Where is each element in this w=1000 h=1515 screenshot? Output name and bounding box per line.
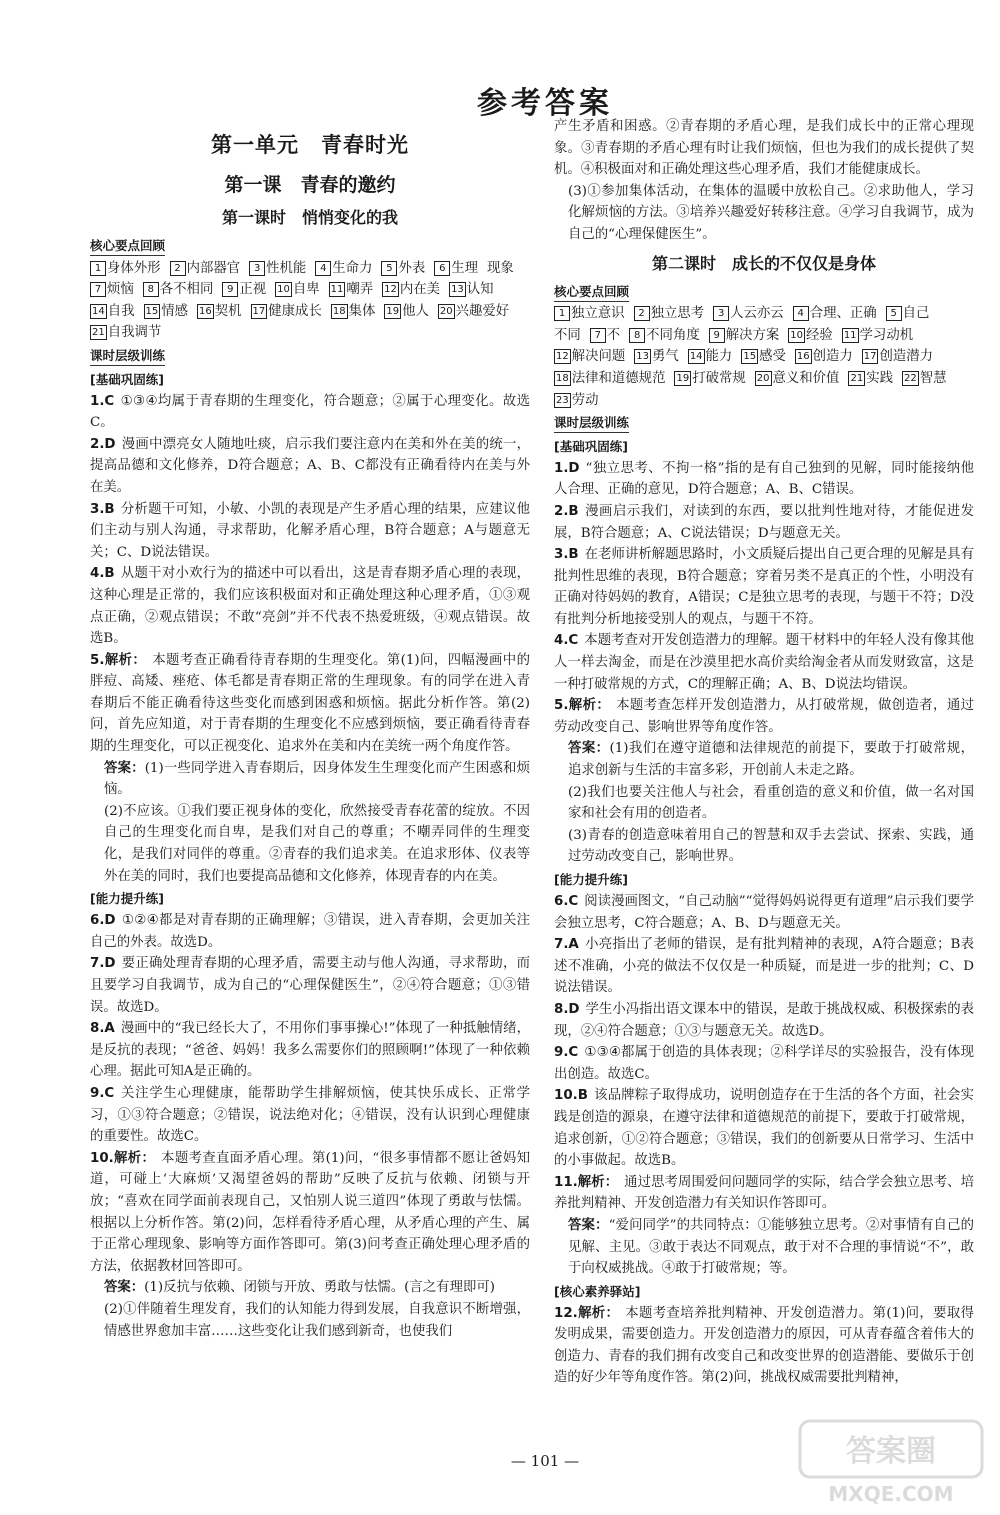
core-point-number: 2 [634,306,650,321]
core-point-number: 8 [629,328,645,343]
core-point-text: 外表 [398,260,426,276]
question-number: 4.B [90,566,115,582]
core-point-text: 契机 [214,303,242,319]
core-point-item [222,279,266,301]
ability-questions [90,910,530,1277]
core-point-number: 15 [743,351,757,363]
core-point-text: 独立意识 [571,306,625,322]
ability-label: [能力提升练] [554,872,628,887]
core-point-text: 法律和道德规范 [571,370,666,386]
literacy-label: [核心素养驿站] [554,1283,641,1299]
core-point-number: 17 [252,305,266,317]
core-point-number: 7 [590,328,606,343]
training-label: 课时层级训练 [554,413,629,433]
question-number: 6.D [90,913,116,929]
question-number: 9.C [554,1045,579,1061]
core-point-text: 劳动 [571,392,599,408]
core-point-item [249,258,306,280]
core-point-text: 学习动机 [859,327,914,343]
core-point-text: 健康成长 [268,303,322,319]
core-point-text: 合理、正确 [809,306,877,322]
question-explanation: 在老师讲析解题思路时，小文质疑后提出自己更合理的见解是具有批判性思维的表现，B符合题意；穿着另类不是真正的个性，小明没有正确对待妈妈的教育，A错误；C是独立思考的表现，与题干不符；D没有批判分析地接受别人的观点，与题干不符。 [554,547,974,627]
core-point-number: 18 [332,305,346,317]
question-explanation: 本题考查对开发创造潜力的理解。题干材料中的年轻人没有像其他人一样去淘金，而是在沙漠里把水高价卖给淘金者从而发财致富，这是一种打破常规的方式，C的理解正确；A、B、D说法均错误。 [554,633,974,692]
question-number: 11.解析： [554,1174,619,1190]
question-answer [90,1018,530,1083]
question-number: 8.D [554,1001,580,1017]
core-point-text: 自卑 [292,282,320,298]
question-explanation: 漫画中漂亮女人随地吐痰，启示我们要注意内在美和外在美的统一，提高品德和文化修养，D符合题意；A、B、C都没有正确看待内在美与外在美。 [90,436,530,495]
core-point-number: 9 [222,282,238,297]
answer-text: (1)我们在遵守道德和法律规范的前提下，要敢于打破常规，追求创新与生活的丰富多彩，开创前人未走之路。 [568,741,974,779]
core-point-number: 19 [386,305,400,317]
question-number: 6.C [554,894,579,909]
core-point-item [848,368,893,390]
question-explanation: 分析题干可知，小敏、小凯的表现是产生矛盾心理的结果，应建议他们主动与别人沟通，寻求帮助，化解矛盾心理，B符合题意；A与题意无关；C、D说法错误。 [90,501,530,560]
question-explanation: 本题考查正确看待青春期的生理变化。第(1)问，四幅漫画中的胖痘、高矮、痤疮、体毛都是青春期正常的生理现象。有的同学在进入青春期后不能正确看待这些变化而感到困惑和烦恼。据此分析作答。第(2)问，首先应知道，对于青春期的生理变化不应感到烦恼，要正确看待青春期的生理变化，可以正视变化、追求外在美和内在美统一两个角度作答。 [90,652,530,755]
answer-text: (1)反抗与依赖、闭锁与开放、勇敢与怯懦。(言之有理即可) [144,1280,495,1296]
core-point-text: 打破常规 [692,370,746,386]
question-number: 1.C [90,393,115,409]
core-point-number: 7 [90,282,106,297]
question-answer [554,934,974,999]
question-explanation: 通过思考周围爱问问题同学的实际，结合学会独立思考、培养批判精神、开发创造潜力有关知识作答即可。 [554,1174,974,1212]
core-point-item [170,258,241,280]
page-title: 参考答案 [477,86,613,121]
question-answer [554,1303,974,1389]
answer-label: 答案： [568,1217,609,1233]
core-point-item [331,301,376,323]
core-points-list [554,303,974,411]
core-point-text: 勇气 [652,349,679,365]
question-number: 7.A [554,937,579,953]
core-point-item [709,325,780,347]
core-point-text: 情感 [161,303,189,319]
core-point-number: 20 [756,372,770,384]
question-answer [90,391,530,434]
core-point-text: 内在美 [399,282,441,298]
core-point-item [795,346,853,368]
question-number: 10.解析： [90,1150,156,1166]
core-point-number: 9 [709,328,725,343]
core-point-number: 11 [330,284,344,296]
core-point-number: 13 [451,284,464,296]
core-point-number: 4 [793,306,809,321]
question-answer [90,650,530,758]
watermark-logo [796,1417,986,1507]
basic-questions [90,391,530,758]
core-point-item [434,258,478,280]
core-point-text: 人云亦云 [730,306,784,322]
question-answer [554,1172,974,1215]
question-answer [554,999,974,1042]
question-explanation: 本题考查怎样开发创造潜力，从打破常规，做创造者，通过劳动改变自己、影响世界等角度作答。 [554,698,975,735]
answer-text: (2)不应该。①我们要正视身体的变化，欣然接受青春花蕾的绽放。不因自己的生理变化而自卑，是我们对自己的尊重；不嘲弄同伴的生理变化，是我们对同伴的尊重。②青春的我们追求美。在追求形体、仪表等外在美的同时，我们也要提高品德和文化修养，体现青春的内在美。 [104,803,530,884]
core-point-number: 4 [315,261,331,276]
core-point-number: 10 [790,329,804,341]
core-point-text: 现象 [487,260,514,276]
question-answer [554,630,974,695]
core-point-item [90,322,161,344]
core-point-item [842,325,913,347]
core-point-number: 21 [92,327,105,339]
core-point-number: 5 [381,261,397,276]
core-point-text: 能力 [705,349,733,365]
basic-label: [基础巩固练] [554,438,628,454]
question-answer [554,544,974,630]
answer-text: (3)青春的创造意味着用自己的智慧和双手去尝试、探索、实践，通过劳动改变自己，影响世界。 [568,827,974,865]
basic-questions [554,458,974,739]
core-point-number: 12 [384,284,397,296]
core-point-text: 创造力 [812,349,853,365]
core-point-number: 15 [145,305,159,317]
session-title-1: 第一课时 悄悄变化的我 [221,208,398,227]
core-point-text: 烦恼 [107,282,134,298]
core-point-item [634,303,705,325]
right-column [554,116,974,1389]
core-points-list [90,258,530,344]
core-point-item [329,279,374,301]
core-point-text: 解决问题 [571,349,626,365]
core-point-number: 1 [554,306,570,321]
core-point-text: 性机能 [266,260,307,276]
core-point-item [554,390,599,412]
core-point-item [251,301,322,323]
question-number: 1.D [554,460,580,476]
core-point-item [554,303,625,325]
literacy-questions [554,1303,974,1389]
core-point-item [902,368,947,390]
question-answer [90,563,530,649]
core-point-item [590,325,620,347]
core-point-text: 实践 [866,370,893,386]
core-point-number: 19 [676,372,690,384]
core-point-number: 11 [843,329,857,341]
question-explanation: 漫画启示我们，对读到的东西，要以批判性地对待，才能促进发展，B符合题意；A、C说法错误；D与题意无关。 [554,503,974,541]
core-point-number: 14 [92,305,105,317]
core-point-text: 各不相同 [159,282,214,298]
question-explanation: 本题考查培养批判精神、开发创造潜力。第(1)问，要取得发明成果，需要创造力。开发创造潜力的原因，可从青春蕴含着伟大的创造力、青春的我们拥有改变自己和改变世界的创造潜能、要做乐于创造的好少年等角度作答。第(2)问，挑战权威需要批判精神， [554,1305,974,1386]
question-number: 5.解析： [90,652,147,668]
core-point-text: 生命力 [332,260,373,276]
core-point-item [554,346,625,368]
core-point-number: 16 [796,351,810,363]
core-point-text: 内部器官 [186,260,241,276]
question-explanation: 本题考查直面矛盾心理。第(1)问，“很多事情都不愿让爸妈知道，可碰上‘大麻烦’又渴望爸妈的帮助”反映了反抗与依赖、闭锁与开放；“喜欢在同学面前表现自己，又怕别人说三道四”体现了勇敢与怯懦。根据以上分析作答。第(2)问，怎样看待矛盾心理，从矛盾心理的产生、属于正常心理现象、影响等方面作答即可。第(3)问考查正确处理心理矛盾的方法，依据教材回答即可。 [90,1150,530,1274]
core-point-item [741,346,786,368]
core-point-text: 独立思考 [650,306,705,322]
core-point-item [144,301,189,323]
core-point-number: 1 [90,261,106,276]
core-point-number: 6 [434,261,450,276]
core-point-text: 身体外形 [107,260,161,276]
core-point-number: 20 [439,305,453,317]
core-point-number: 22 [903,372,917,384]
question-answer [554,695,974,738]
core-point-item [438,301,509,323]
core-points-label: 核心要点回顾 [554,282,629,302]
lesson-title: 第一课 青春的邀约 [224,174,396,196]
core-points-label: 核心要点回顾 [90,236,165,256]
core-point-number: 10 [277,284,290,296]
core-point-number: 12 [556,351,569,363]
question-explanation: “独立思考、不拘一格”指的是有自己独到的见解，同时能接纳他人合理、正确的意见，D符合题意；A、B、C错误。 [554,460,974,498]
core-point-number: 8 [143,282,159,297]
continued-text: (3)①参加集体活动，在集体的温暖中放松自己。②求助他人，学习化解烦恼的方法。③培养兴趣爱好转移注意。④学习自我调节，成为自己的“心理保健医生”。 [568,183,974,242]
core-point-number: 3 [249,261,265,276]
core-point-number: 17 [863,351,877,363]
core-point-item [197,301,242,323]
question-number: 4.C [554,633,579,649]
ability-label: [能力提升练] [90,891,164,907]
training-label: 课时层级训练 [90,346,165,366]
question-explanation: 阅读漫画图文，“自己动脑”“觉得妈妈说得更有道理”启示我们要学会独立思考，C符合题意；A、B、D与题意无关。 [554,894,974,931]
core-point-item [629,325,700,347]
core-point-number: 21 [850,372,864,384]
question-answer [90,434,530,499]
core-point-item [674,368,745,390]
ability-questions [554,891,974,1215]
core-point-text: 生理 [451,260,479,276]
question-answer [554,1042,974,1085]
question-answer [90,499,530,564]
answer-text: “爱问同学”的共同特点：①能够独立思考。②对事情有自己的见解、主见。③敢于表达不同观点，敢于对不合理的事情说“不”，敢于向权威挑战。④敢于打破常规；等。 [568,1217,974,1277]
core-point-item [487,258,514,280]
core-point-number: 5 [886,306,902,321]
core-point-text: 感受 [759,349,786,365]
core-point-item [788,325,833,347]
core-point-text: 不同 [554,327,581,343]
question-number: 7.D [90,956,116,972]
question-answer [554,501,974,544]
core-point-text: 自我调节 [107,325,162,341]
core-point-text: 他人 [402,303,429,319]
core-point-item [688,346,733,368]
question-explanation: 学生小冯指出语文课本中的错误，是敢于挑战权威、积极探索的表现，②④符合题意；①③与题意无关。故选D。 [554,1001,974,1039]
question-explanation: ①③④均属于青春期的生理变化，符合题意；②属于心理变化。故选C。 [90,393,530,431]
core-point-text: 正视 [239,282,267,298]
core-point-text: 嘲弄 [346,282,374,298]
core-point-text: 自我 [107,303,135,319]
question-number: 12.解析： [554,1305,620,1321]
core-point-item [862,346,933,368]
core-point-number: 13 [636,351,650,363]
core-point-text: 经验 [806,327,833,343]
core-point-item [554,368,665,390]
core-point-text: 兴趣爱好 [455,303,510,319]
core-point-item [713,303,784,325]
question-answer [90,910,530,953]
svg-text:答案圈: 答案圈 [846,1434,936,1469]
core-point-text: 解决方案 [725,327,780,343]
core-point-item [449,279,494,301]
core-point-text: 自己 [902,306,930,322]
question-number: 2.B [554,503,579,519]
core-point-item [382,279,440,301]
question-explanation: 小亮指出了老师的错误，是有批判精神的表现，A符合题意；B表述不准确，小亮的做法不仅仅是一种质疑，而是进一步的批判；C、D说法错误。 [554,937,974,996]
question-explanation: ①③④都属于创造的具体表现；②科学详尽的实验报告，没有体现出创造。故选C。 [554,1045,974,1082]
question-answer [554,891,974,934]
answer-label: 答案： [104,760,145,776]
page-number: — 101 — [510,1452,580,1470]
core-point-item [90,258,161,280]
basic-label: [基础巩固练] [90,371,164,387]
question-answer [90,1083,530,1148]
unit-title: 第一单元 青春时光 [211,133,409,157]
question-explanation: 关注学生心理健康，能帮助学生排解烦恼，使其快乐成长、正常学习，①③符合题意；②错误，说法绝对化；④错误，没有认识到心理健康的重要性。故选C。 [90,1085,530,1145]
core-point-number: 14 [689,351,703,363]
question-explanation: 要正确处理青春期的心理矛盾，需要主动与他人沟通，寻求帮助，而且要学习自我调节，成为自己的“心理保健医生”，②④符合题意；①③错误。故选D。 [90,956,530,1015]
question-explanation: 从题干对小欢行为的描述中可以看出，这是青春期矛盾心理的表现，这种心理是正常的，我们应该积极面对和正确处理这种心理矛盾，①③观点正确，②观点错误；不敢“亮剑”并不代表不热爱班级，④观点错误。故选B。 [90,566,530,647]
core-point-text: 集体 [348,303,376,319]
question-number: 8.A [90,1021,115,1037]
core-point-item [90,301,135,323]
core-point-item [554,325,581,347]
core-point-item [755,368,840,390]
question-answer [554,458,974,501]
left-column [90,128,530,1342]
core-point-item [793,303,877,325]
core-point-text: 不同角度 [646,327,700,343]
question-number: 2.D [90,436,116,452]
question-answer [90,953,530,1018]
session-title-2: 第二课时 成长的不仅仅是身体 [651,253,876,273]
question-number: 5.解析： [554,698,611,714]
question-number: 10.B [554,1088,588,1104]
answer-label: 答案： [104,1280,145,1296]
question-explanation: ①②④都是对青春期的正确理解；③错误，进入青春期，会更加关注自己的外表。故选D。 [90,913,530,950]
core-point-text: 创造潜力 [879,349,934,365]
continued-text: 产生矛盾和困惑。②青春期的矛盾心理，是我们成长中的正常心理现象。③青春期的矛盾心理有时让我们烦恼，但也为我们的成长提供了契机。④积极面对和正确处理这些心理矛盾，我们才能健康成长。 [554,119,974,178]
core-point-item [315,258,372,280]
answer-text: (2)①伴随着生理发育，我们的认知能力得到发展，自我意识不断增强，情感世界愈加丰富……这些变化让我们感到新奇，也使我们 [104,1301,530,1339]
answer-text: (1)一些同学进入青春期后，因身体发生生理变化而产生困惑和烦恼。 [104,760,530,798]
core-point-text: 不 [606,327,621,343]
svg-text:MXQE.COM: MXQE.COM [828,1482,954,1506]
question-number: 9.C [90,1085,115,1101]
question-answer [90,1148,530,1278]
core-point-item [634,346,679,368]
core-point-number: 18 [556,372,569,384]
answer-text: (2)我们也要关注他人与社会，看重创造的意义和价值，做一名对国家和社会有用的创造者。 [568,784,974,822]
core-point-item [886,303,930,325]
core-point-number: 23 [556,394,569,406]
question-explanation: 漫画中的“我已经长大了，不用你们事事操心!”体现了一种抵触情绪，是反抗的表现；“爸爸、妈妈！我多么需要你们的照顾啊!”体现了一种依赖心理。据此可知A是正确的。 [90,1021,530,1080]
core-point-item [143,279,214,301]
core-point-item [384,301,429,323]
core-point-text: 智慧 [919,370,947,386]
core-point-item [275,279,320,301]
core-point-item [90,279,134,301]
core-point-number: 2 [170,261,186,276]
core-point-text: 认知 [466,282,494,298]
core-point-number: 16 [199,305,212,317]
core-point-text: 意义和价值 [772,370,840,386]
question-number: 3.B [90,501,115,517]
question-explanation: 该品牌粽子取得成功，说明创造存在于生活的各个方面，社会实践是创造的源泉，在遵守法律和道德规范的前提下，要敢于打破常规，追求创新，①②符合题意；③错误，我们的创新要从日常学习、生活中的小事做起。故选B。 [554,1088,974,1169]
core-point-number: 3 [713,306,729,321]
question-number: 3.B [554,547,579,563]
core-point-item [381,258,425,280]
answer-label: 答案： [568,741,610,757]
question-answer [554,1085,974,1171]
